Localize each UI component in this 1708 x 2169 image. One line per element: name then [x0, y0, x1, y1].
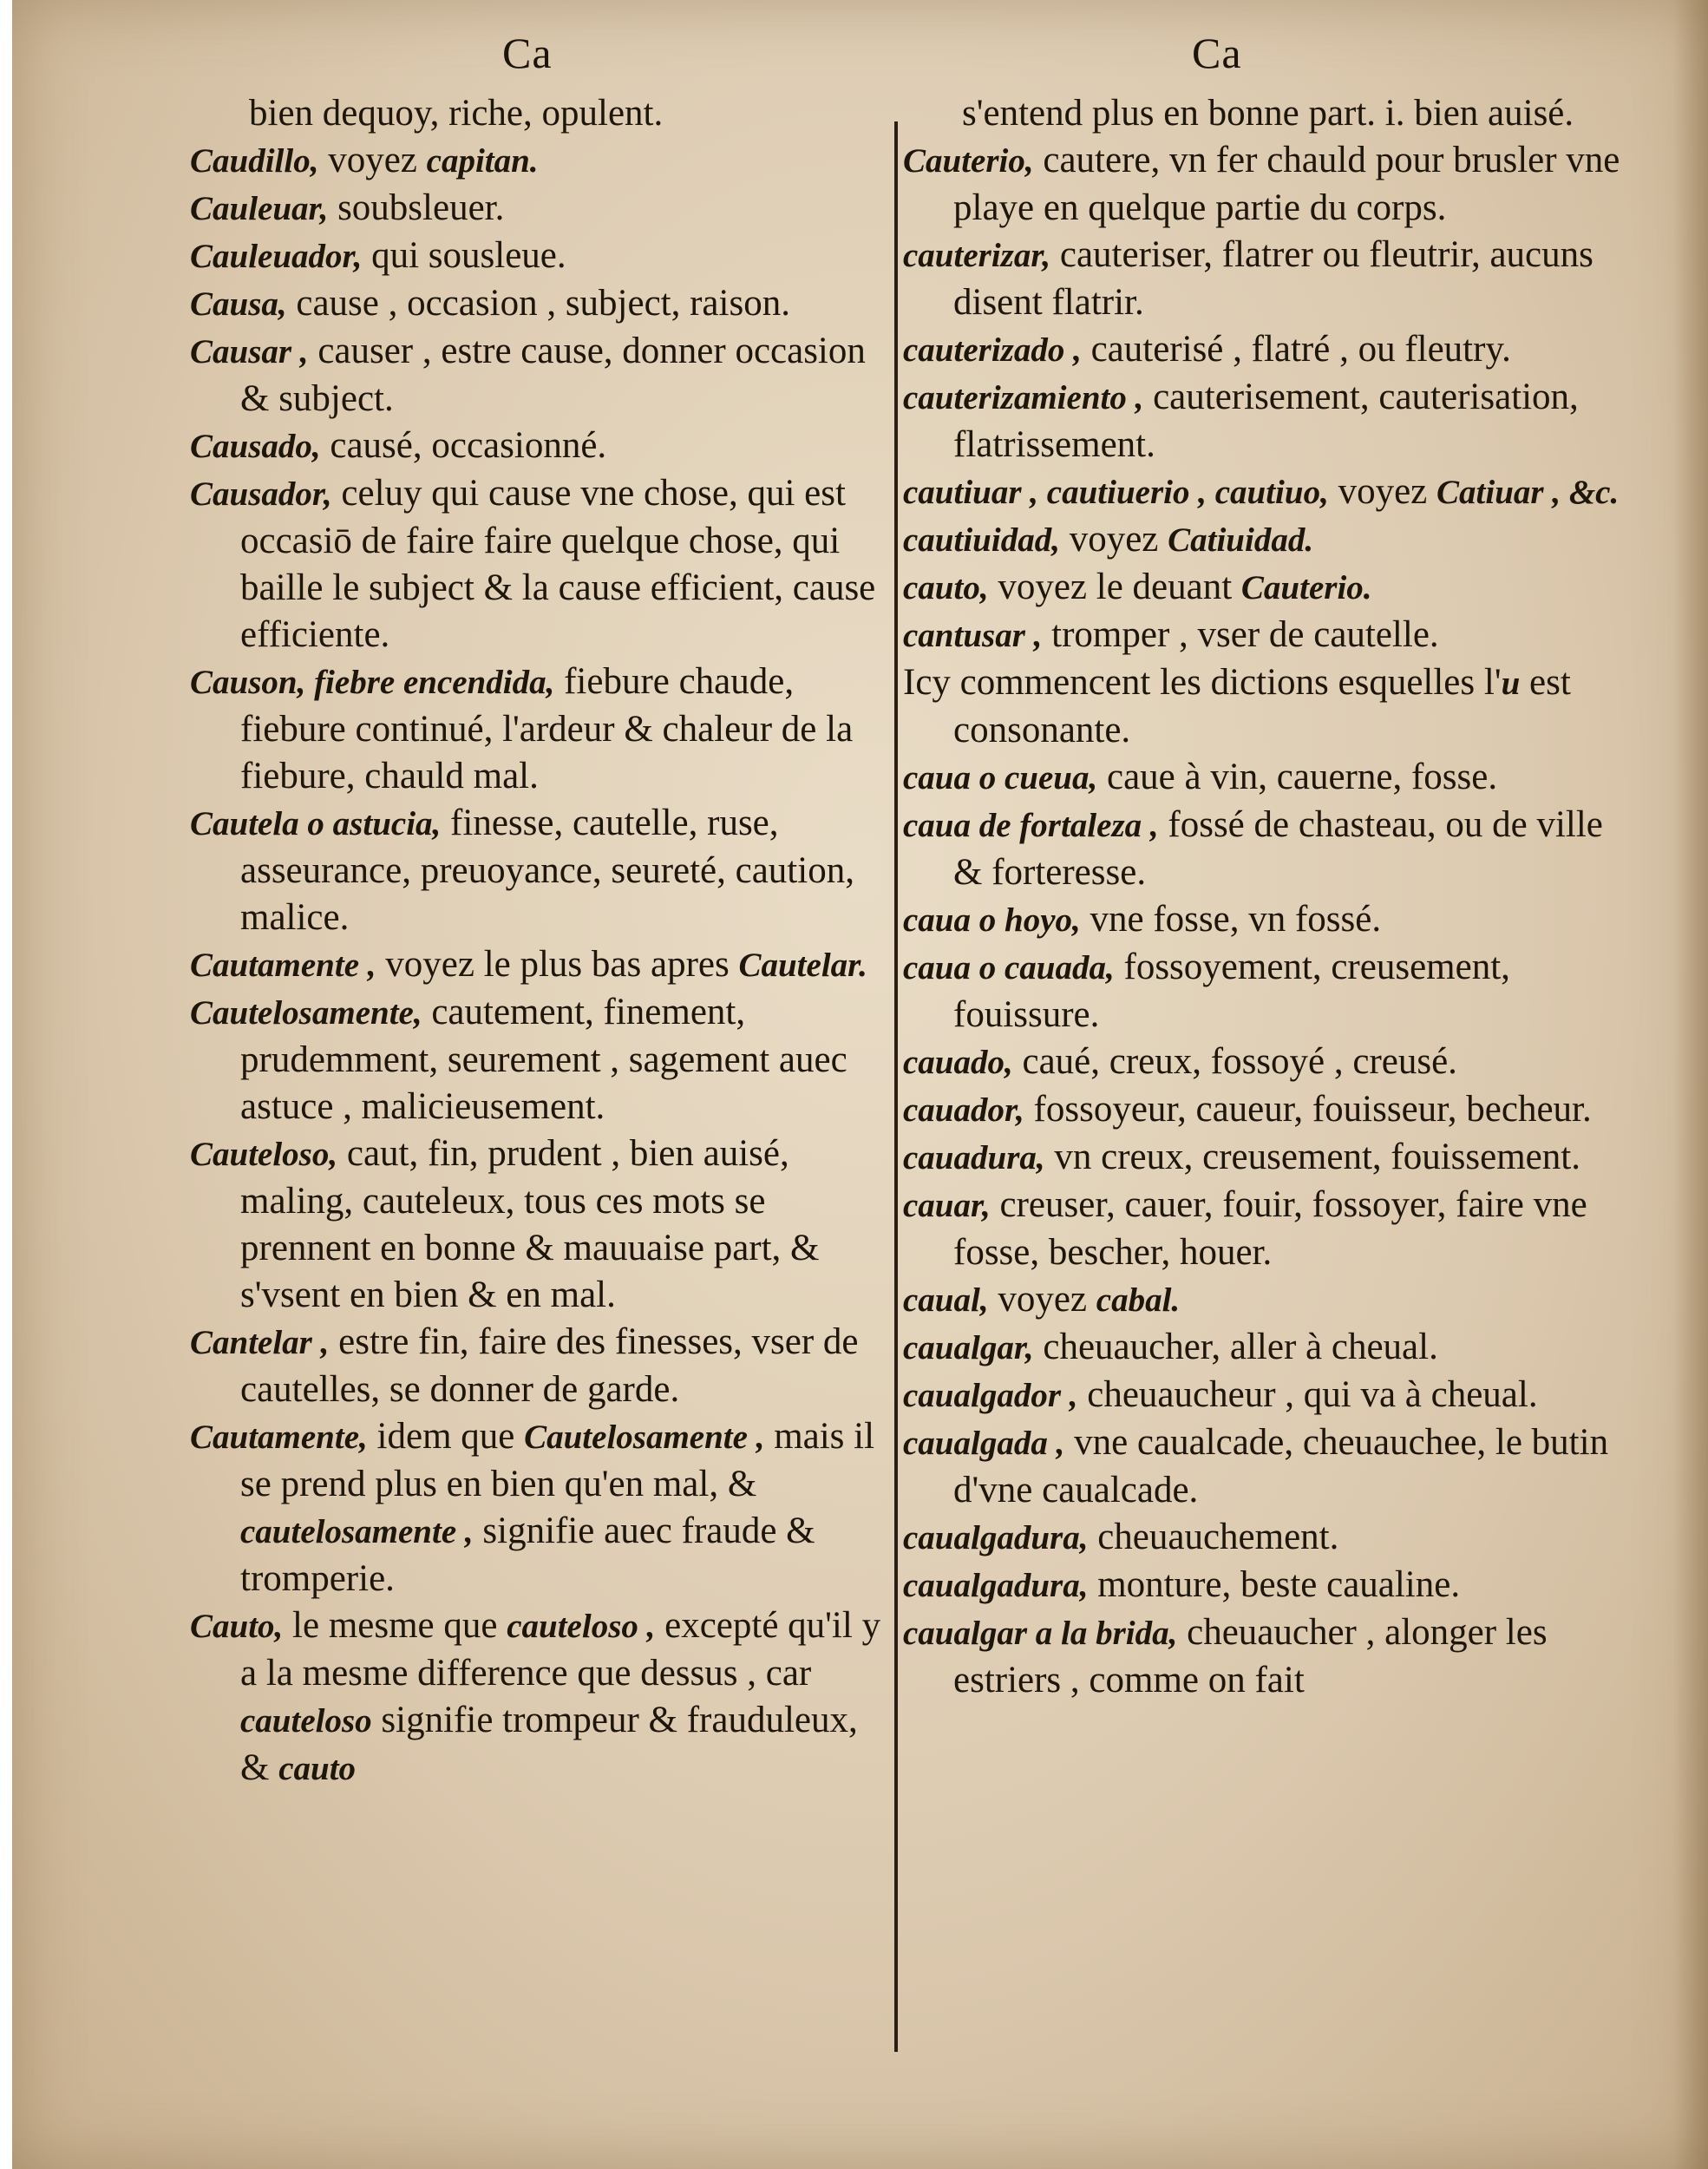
headword: caua o cauada,	[903, 949, 1115, 986]
definition: est consonante.	[953, 662, 1571, 750]
definition: cautere, vn fer chauld pour brusler vne playe en quelque partie du corps.	[953, 140, 1620, 228]
definition: voyez	[988, 1279, 1096, 1320]
cross-reference: Catiuidad.	[1168, 521, 1314, 559]
headword: Causa,	[190, 285, 287, 323]
dictionary-entry	[190, 800, 884, 941]
dictionary-entry	[903, 137, 1632, 232]
definition: mais il se prend plus en bien qu'en mal, &	[240, 1416, 875, 1504]
dictionary-entry	[190, 1602, 884, 1792]
definition: voyez le plus bas apres	[376, 944, 739, 985]
headword: cauto,	[903, 569, 989, 606]
dictionary-entry	[903, 612, 1632, 659]
cross-reference: cautelosamente ,	[240, 1513, 474, 1550]
headword: cantusar ,	[903, 617, 1043, 654]
dictionary-entry	[903, 1419, 1632, 1514]
definition: caue à vin, cauerne, fosse.	[1097, 757, 1498, 797]
definition: cause , occasion , subject, raison.	[286, 283, 790, 324]
dictionary-entry	[190, 185, 884, 233]
definition: cauterisé , flatré , ou fleutry.	[1081, 329, 1511, 370]
dictionary-entry	[903, 564, 1632, 612]
definition: creuser, cauer, fouir, fossoyer, faire vne fosse, bescher, houer.	[953, 1184, 1587, 1273]
definition: signifie trompeur & frauduleux, &	[240, 1700, 858, 1788]
headword: caualgar,	[903, 1329, 1034, 1366]
continuation-text: bien dequoy, riche, opulent.	[249, 93, 664, 134]
headword: caua de fortaleza ,	[903, 807, 1159, 844]
dictionary-entry	[190, 1130, 884, 1319]
dictionary-entry	[903, 944, 1632, 1039]
headword: caual,	[903, 1281, 989, 1319]
cross-reference: cauto	[278, 1750, 357, 1787]
headword: Cautamente ,	[190, 947, 376, 984]
definition: cheuaucher, aller à cheual.	[1033, 1327, 1438, 1367]
dictionary-entry	[190, 280, 884, 328]
headword: Caudillo,	[190, 142, 319, 180]
cross-reference: Cauterio.	[1240, 569, 1372, 606]
definition: cheuauchement.	[1088, 1517, 1339, 1557]
dictionary-entry	[903, 469, 1632, 516]
dictionary-entry	[190, 989, 884, 1130]
definition: finesse, cautelle, ruse, asseurance, preuoyance, seureté, caution, malice.	[240, 803, 854, 938]
definition: cauteriser, flatrer ou fleutrir, aucuns disent flatrir.	[953, 234, 1593, 323]
cross-reference: Catiuar , &c.	[1436, 474, 1620, 511]
dictionary-entry	[903, 754, 1632, 802]
definition: voyez	[318, 140, 427, 180]
dictionary-entry	[903, 1562, 1632, 1609]
definition: cheuaucheur , qui va à cheual.	[1077, 1374, 1538, 1415]
right-column	[903, 90, 1632, 1704]
cross-reference: cauteloso ,	[507, 1608, 656, 1645]
definition: tromper , vser de cautelle.	[1042, 614, 1439, 655]
dictionary-entry	[190, 1413, 884, 1602]
dictionary-entry	[903, 802, 1632, 896]
dictionary-entry	[903, 374, 1632, 469]
headword: Cauto,	[190, 1608, 284, 1645]
definition: excepté qu'il y a la mesme difference que dessus , car	[240, 1605, 881, 1694]
headword: Cauleuador,	[190, 238, 363, 275]
definition: causer , estre cause, donner occasion & subject.	[240, 331, 866, 419]
dictionary-entry	[903, 1182, 1632, 1276]
headword: Cauleuar,	[190, 190, 329, 227]
book-page	[12, 0, 1708, 2169]
definition: voyez le deuant	[988, 567, 1241, 607]
section-note	[903, 659, 1632, 754]
headword: caualgadura,	[903, 1567, 1089, 1604]
cross-reference: Cautelosamente ,	[524, 1419, 765, 1456]
dictionary-entry	[190, 137, 884, 185]
dictionary-entry	[903, 1372, 1632, 1419]
definition: vne caualcade, cheuauchee, le butin d'vne caualcade.	[953, 1422, 1609, 1510]
dictionary-entry	[903, 516, 1632, 564]
cross-reference: u	[1501, 665, 1521, 702]
headword: caualgadura,	[903, 1519, 1089, 1556]
dictionary-entry	[903, 1609, 1632, 1704]
cross-reference: cauteloso	[240, 1702, 372, 1740]
dictionary-entry	[903, 896, 1632, 944]
definition: fossoyement, creusement, fouissure.	[953, 947, 1510, 1035]
headword: cauadura,	[903, 1139, 1045, 1176]
headword: Cautela o astucia,	[190, 805, 442, 842]
dictionary-entry	[190, 470, 884, 659]
headword: cauterizar,	[903, 237, 1051, 274]
headword: cautiuidad,	[903, 521, 1060, 559]
definition: cauterisement, cauterisation, flatrissement.	[953, 377, 1579, 465]
headword: caua o cueua,	[903, 759, 1098, 796]
headword: cauterizamiento ,	[903, 379, 1144, 416]
headword: cauterizado ,	[903, 331, 1082, 369]
headword: cauador,	[903, 1091, 1024, 1129]
headword: Causado,	[190, 428, 321, 465]
definition: vne fosse, vn fossé.	[1080, 899, 1382, 940]
dictionary-entry	[190, 1319, 884, 1413]
headword: Cautelosamente,	[190, 994, 422, 1032]
dictionary-entry	[903, 1086, 1632, 1134]
dictionary-entry	[190, 233, 884, 280]
dictionary-entry	[903, 326, 1632, 374]
dictionary-entry	[903, 1276, 1632, 1324]
headword: cautiuar , cautiuerio , cautiuo,	[903, 474, 1329, 511]
dictionary-entry	[903, 1134, 1632, 1182]
definition: idem que	[367, 1416, 525, 1457]
dictionary-entry	[903, 1324, 1632, 1372]
definition: vn creux, creusement, fouissement.	[1044, 1137, 1580, 1177]
definition: signifie auec fraude & tromperie.	[240, 1510, 815, 1599]
definition: cheuaucher , alonger les estriers , comme on fait	[953, 1612, 1548, 1700]
headword: Cautamente,	[190, 1419, 368, 1456]
dictionary-entry	[190, 941, 884, 989]
headword: Causon, fiebre encendida,	[190, 664, 555, 701]
headword: Causador,	[190, 475, 332, 513]
dictionary-entry	[903, 232, 1632, 326]
definition: fossé de chasteau, ou de ville & forteresse.	[953, 804, 1603, 893]
headword: Cantelar ,	[190, 1324, 330, 1361]
left-column	[190, 90, 884, 1792]
definition: fiebure chaude, fiebure continué, l'ardeur & chaleur de la fiebure, chauld mal.	[240, 661, 854, 796]
headword: caua o hoyo,	[903, 901, 1081, 939]
cross-reference: cabal.	[1096, 1281, 1181, 1319]
page-edge-shadow	[1673, 0, 1708, 2169]
headword: cauado,	[903, 1044, 1013, 1081]
headword: Cauterio,	[903, 142, 1034, 180]
continuation-text: s'entend plus en bonne part. i. bien auisé.	[962, 93, 1574, 134]
definition: celuy qui cause vne chose, qui est occasiō de faire faire quelque chose, qui baille le subject & la cause efficient, cause efficiente.	[240, 473, 876, 655]
definition: monture, beste caualine.	[1088, 1564, 1461, 1605]
headword: cauar,	[903, 1187, 991, 1224]
definition: fossoyeur, caueur, fouisseur, becheur.	[1024, 1089, 1592, 1130]
dictionary-entry	[903, 1514, 1632, 1562]
dictionary-entry	[190, 328, 884, 423]
dictionary-entry	[903, 1039, 1632, 1086]
definition: voyez	[1059, 519, 1168, 560]
definition: cautement, finement, prudemment, seurement , sagement auec astuce , malicieusement.	[240, 992, 847, 1127]
headword: caualgada ,	[903, 1425, 1065, 1462]
cross-reference: Cautelar.	[738, 947, 867, 984]
definition: qui sousleue.	[362, 235, 566, 276]
definition: le mesme que	[283, 1605, 507, 1646]
headword: Cauteloso,	[190, 1136, 338, 1173]
dictionary-entry	[190, 659, 884, 800]
headword: caualgar a la brida,	[903, 1615, 1178, 1652]
running-head-left: Ca	[502, 29, 553, 77]
headword: caualgador ,	[903, 1377, 1078, 1414]
definition: caut, fin, prudent , bien auisé, maling, cauteleux, tous ces mots se prennent en bonne & mauuaise part, & s'vsent en bien & en mal.	[240, 1133, 820, 1315]
definition: causé, occasionné.	[320, 425, 607, 466]
column-divider	[894, 121, 898, 2052]
cross-reference: capitan.	[426, 142, 539, 180]
definition: soubsleuer.	[328, 187, 505, 228]
definition: caué, creux, fossoyé , creusé.	[1012, 1041, 1457, 1082]
running-head-right: Ca	[1192, 29, 1242, 77]
headword: Causar ,	[190, 333, 309, 370]
definition: voyez	[1328, 471, 1437, 512]
dictionary-entry	[190, 423, 884, 470]
definition: estre fin, faire des finesses, vser de cautelles, se donner de garde.	[240, 1321, 859, 1410]
definition: Icy commencent les dictions esquelles l'	[903, 662, 1502, 703]
